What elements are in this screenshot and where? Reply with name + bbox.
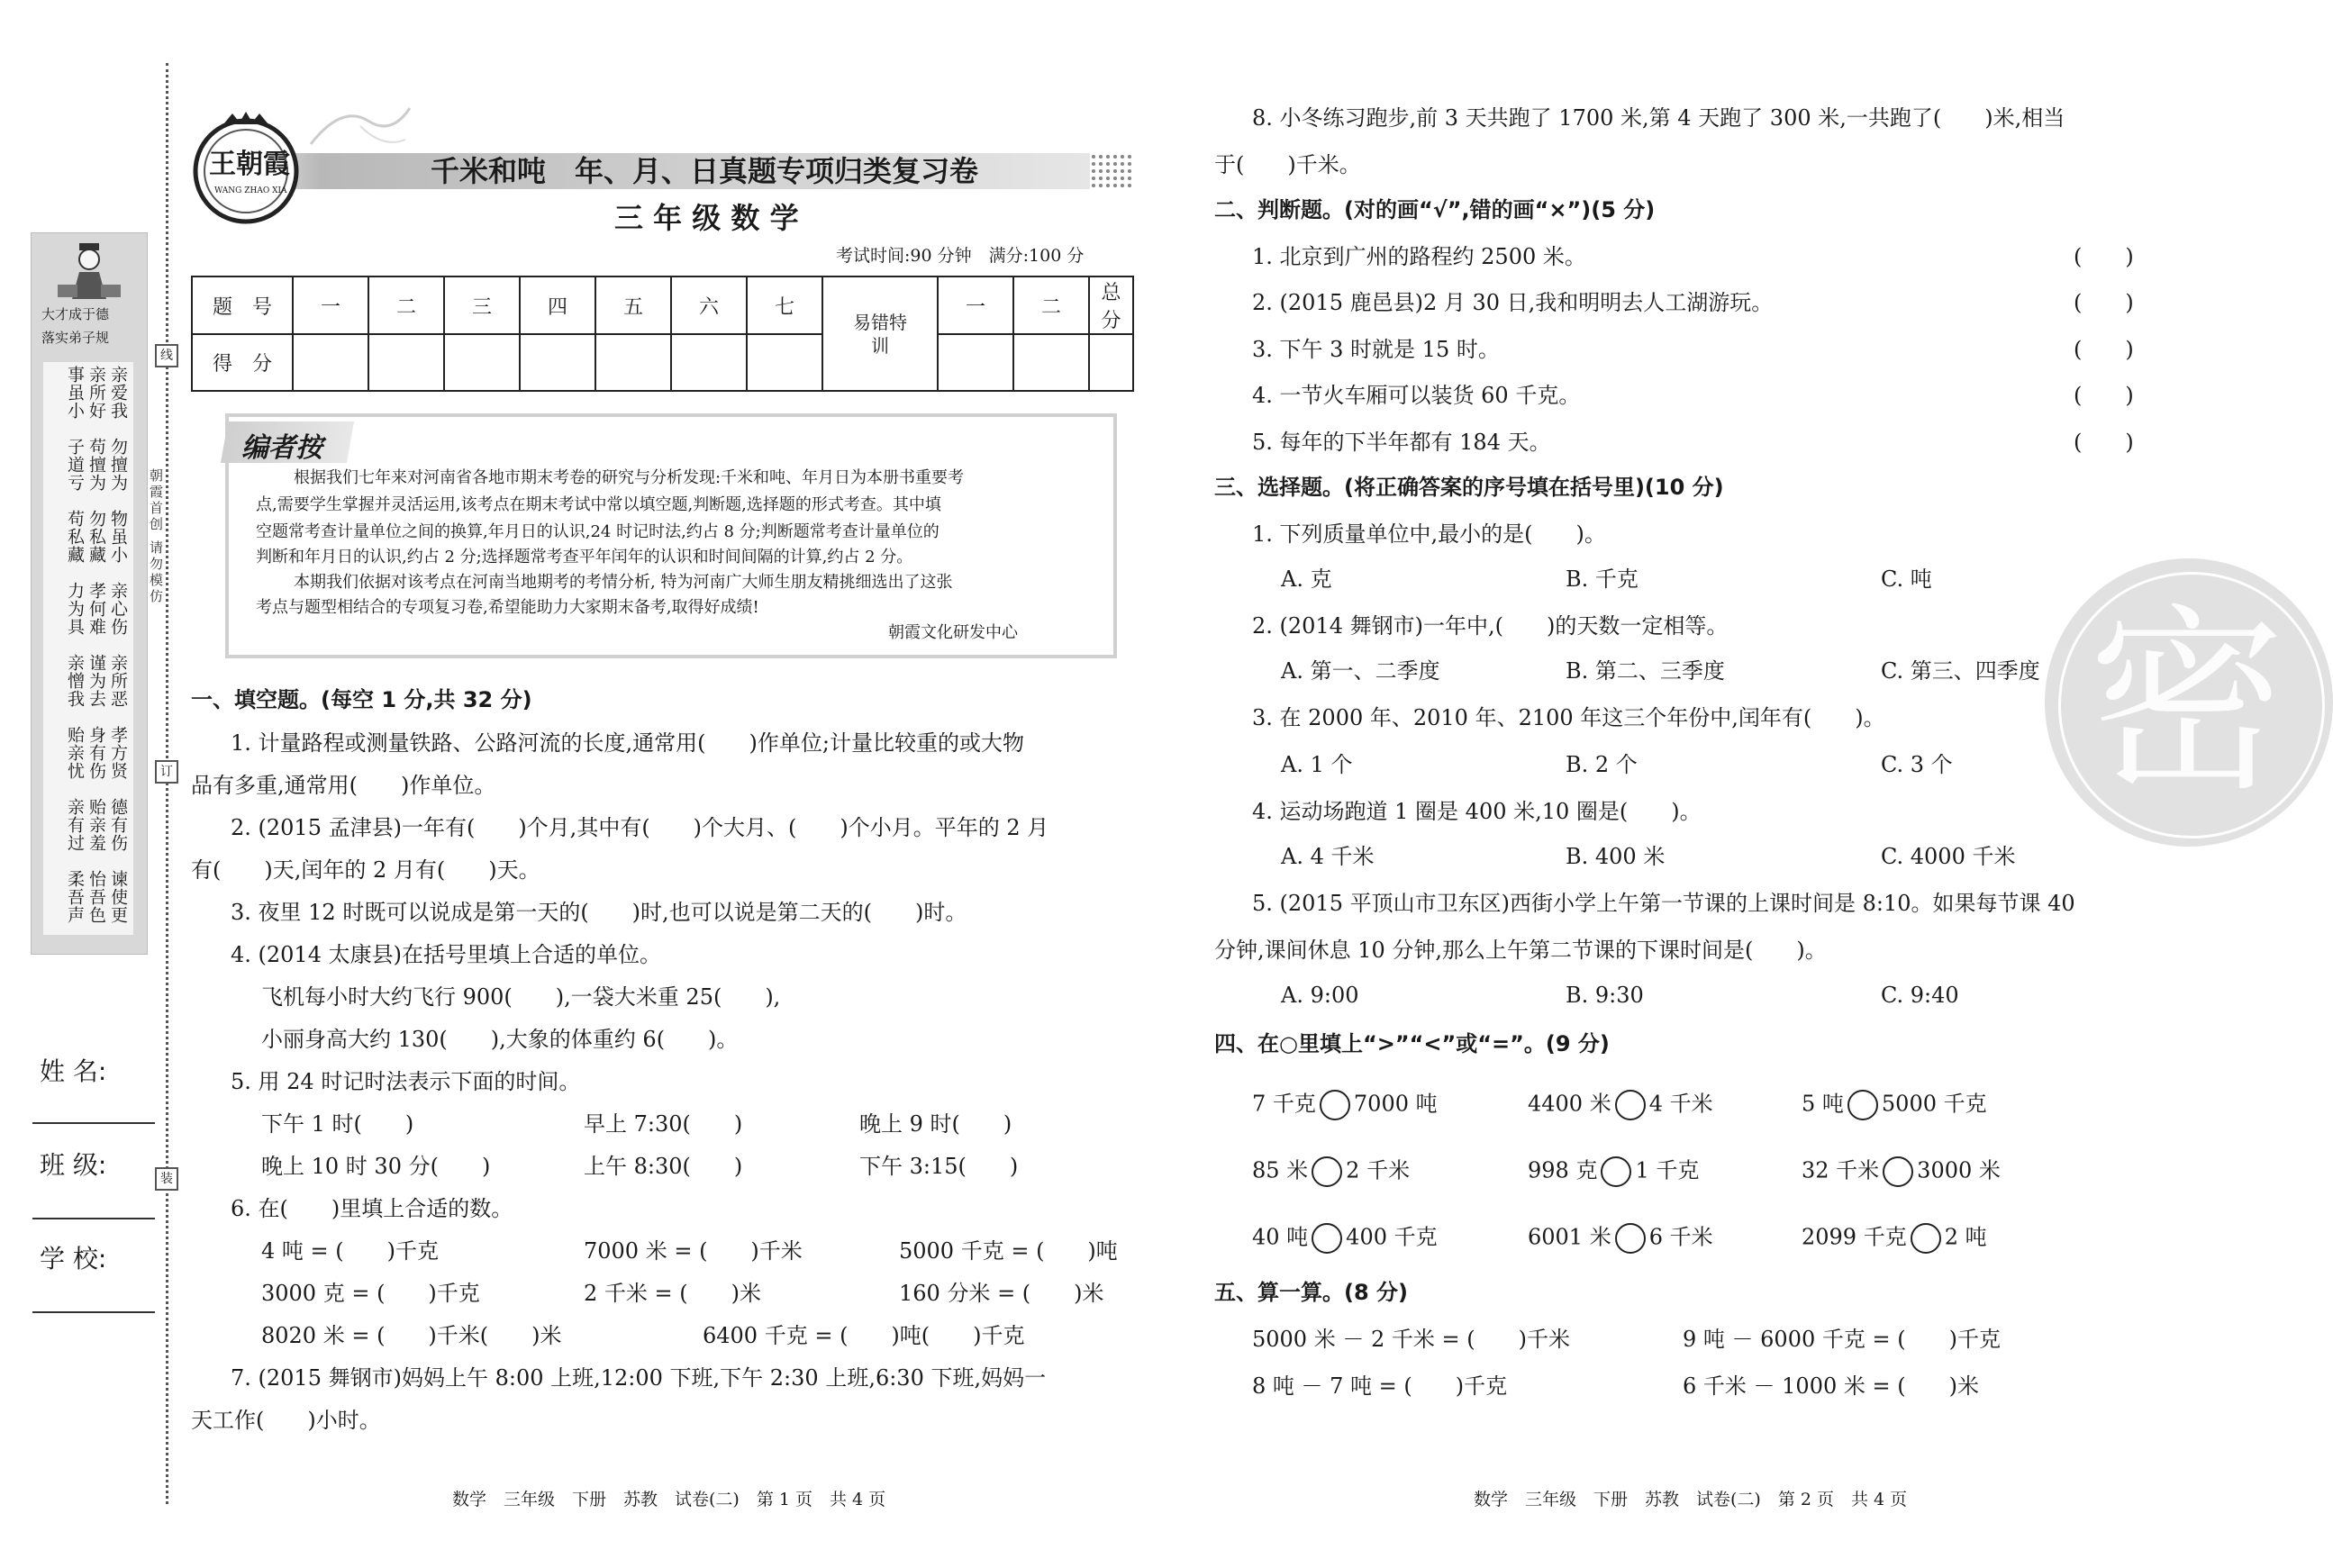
score-header: 四 xyxy=(520,276,595,334)
question-text: 飞机每小时大约飞行 900( ),一袋大米重 25( ), xyxy=(261,984,781,1010)
maxim-column: 亲心伤 xyxy=(108,582,128,636)
class-label: 班 级: xyxy=(40,1150,107,1180)
choice-question: 3. 在 2000 年、2010 年、2100 年这三个年份中,闰年有( )。 xyxy=(1252,705,1885,730)
maxim-header-2: 落实弟子规 xyxy=(41,330,110,346)
ribbon-decoration xyxy=(306,99,414,153)
calc-item: 5000 米 － 2 千米 = ( )千米 xyxy=(1252,1327,1570,1352)
conversion-item: 5000 千克 = ( )吨 xyxy=(899,1238,1118,1264)
choice-option[interactable]: A. 1 个 xyxy=(1281,752,1353,777)
compare-item: 7 千克 7000 吨 xyxy=(1252,1090,1438,1120)
paper-subtitle: 三 年 级 数 学 xyxy=(614,201,799,235)
score-header: 五 xyxy=(595,276,671,334)
binding-line xyxy=(166,63,168,1504)
conversion-item: 160 分米 = ( )米 xyxy=(899,1281,1104,1306)
answer-bracket[interactable]: ( ) xyxy=(2074,244,2134,269)
maxim-column: 勿私藏 xyxy=(86,510,106,564)
compare-circle[interactable] xyxy=(1847,1090,1878,1120)
section1-heading: 一、填空题。(每空 1 分,共 32 分) xyxy=(191,687,532,712)
score-cell[interactable] xyxy=(444,334,520,391)
scholar-illustration xyxy=(45,240,132,303)
score-cell[interactable] xyxy=(671,334,747,391)
question-text: 有( )天,闰年的 2 月有( )天。 xyxy=(191,857,540,883)
choice-option[interactable]: C. 4000 千米 xyxy=(1881,844,2016,869)
question-text: 8. 小冬练习跑步,前 3 天共跑了 1700 米,第 4 天跑了 300 米,一共跑了( )米,相当 xyxy=(1252,105,2065,131)
maxim-column: 苟私藏 xyxy=(65,510,85,564)
compare-circle[interactable] xyxy=(1615,1223,1646,1254)
editor-note-line: 根据我们七年来对河南省各地市期末考卷的研究与分析发现:千米和吨、年月日为本册书重要考 xyxy=(294,468,965,487)
choice-option[interactable]: B. 400 米 xyxy=(1566,844,1666,869)
choice-option[interactable]: A. 克 xyxy=(1281,566,1332,592)
score-cell[interactable] xyxy=(938,334,1013,391)
question-text: 小丽身高大约 130( ),大象的体重约 6( )。 xyxy=(261,1027,739,1052)
maxim-header-1: 大才成于德 xyxy=(41,306,110,322)
score-header: 一 xyxy=(938,276,1013,334)
compare-item: 85 米 2 千米 xyxy=(1252,1156,1410,1187)
choice-option[interactable]: C. 3 个 xyxy=(1881,752,1953,777)
maxim-column: 贻亲羞 xyxy=(86,798,106,852)
choice-option[interactable]: B. 千克 xyxy=(1566,566,1639,592)
compare-circle[interactable] xyxy=(1312,1156,1342,1187)
conversion-item: 4 吨 = ( )千克 xyxy=(261,1238,439,1264)
logo-subtext: WANG ZHAO XIA xyxy=(214,186,287,195)
score-cell[interactable] xyxy=(368,334,444,391)
choice-option[interactable]: A. 4 千米 xyxy=(1281,844,1375,869)
compare-circle[interactable] xyxy=(1320,1090,1350,1120)
title-dots xyxy=(1090,153,1135,189)
choice-option[interactable]: C. 第三、四季度 xyxy=(1881,658,2040,684)
time-item: 下午 1 时( ) xyxy=(261,1111,414,1137)
choice-option[interactable]: C. 9:40 xyxy=(1881,983,1959,1008)
judge-item: 5. 每年的下半年都有 184 天。 xyxy=(1252,430,1551,455)
watermark-character: 密 xyxy=(2088,587,2287,818)
editor-note-title: 编者按 xyxy=(241,432,322,464)
binding-seal: 线 xyxy=(155,344,178,367)
compare-circle[interactable] xyxy=(1312,1223,1342,1254)
compare-item: 6001 米 6 千米 xyxy=(1528,1223,1713,1254)
school-label: 学 校: xyxy=(40,1244,107,1273)
choice-question: 4. 运动场跑道 1 圈是 400 米,10 圈是( )。 xyxy=(1252,799,1702,824)
choice-question: 分钟,课间休息 10 分钟,那么上午第二节课的下课时间是( )。 xyxy=(1214,938,1827,963)
maxim-column: 亲所好 xyxy=(86,366,106,420)
conversion-item: 2 千米 = ( )米 xyxy=(584,1281,761,1306)
choice-option[interactable]: B. 第二、三季度 xyxy=(1566,658,1725,684)
binding-seal: 订 xyxy=(155,760,178,784)
school-field[interactable] xyxy=(32,1311,155,1313)
score-cell[interactable] xyxy=(1013,334,1089,391)
conversion-item: 6400 千克 = ( )吨( )千克 xyxy=(703,1323,1025,1348)
compare-item: 2099 千克 2 吨 xyxy=(1802,1223,1987,1254)
maxim-column: 孝方贤 xyxy=(108,726,128,780)
choice-option[interactable]: A. 第一、二季度 xyxy=(1281,658,1440,684)
time-item: 上午 8:30( ) xyxy=(584,1154,743,1179)
page-footer-left: 数学 三年级 下册 苏教 试卷(二) 第 1 页 共 4 页 xyxy=(452,1490,886,1509)
editor-note-line: 空题常考查计量单位之间的换算,年月日的认识,24 时记时法,约占 8 分;判断题常考查计量单位的 xyxy=(256,522,940,541)
judge-item: 3. 下午 3 时就是 15 时。 xyxy=(1252,337,1500,362)
judge-item: 2. (2015 鹿邑县)2 月 30 日,我和明明去人工湖游玩。 xyxy=(1252,290,1774,315)
class-field[interactable] xyxy=(32,1218,155,1219)
compare-item: 4400 米 4 千米 xyxy=(1528,1090,1713,1120)
score-table xyxy=(191,276,1141,392)
editor-note-line: 考点与题型相结合的专项复习卷,希望能助力大家期末备考,取得好成绩! xyxy=(256,598,759,617)
section4-heading: 四、在○里填上“>”“<”或“=”。(9 分) xyxy=(1214,1031,1610,1056)
compare-item: 40 吨 400 千克 xyxy=(1252,1223,1438,1254)
answer-bracket[interactable]: ( ) xyxy=(2074,383,2134,408)
maxim-column: 亲爱我 xyxy=(108,366,128,420)
maxim-column: 子道亏 xyxy=(65,438,85,492)
score-header: 题 号 xyxy=(192,276,293,334)
score-row-label: 得 分 xyxy=(192,334,293,391)
conversion-item: 7000 米 = ( )千米 xyxy=(584,1238,803,1264)
maxim-column: 亲有过 xyxy=(65,798,85,852)
special-training-label: 易错特训 xyxy=(822,276,938,391)
score-header: 六 xyxy=(671,276,747,334)
question-text: 7. (2015 舞钢市)妈妈上午 8:00 上班,12:00 下班,下午 2:30 上班,6:30 下班,妈妈一 xyxy=(231,1365,1047,1391)
judge-item: 4. 一节火车厢可以装货 60 千克。 xyxy=(1252,383,1581,408)
score-header: 二 xyxy=(1013,276,1089,334)
exam-info: 考试时间:90 分钟 满分:100 分 xyxy=(836,246,1085,266)
score-cell[interactable] xyxy=(520,334,595,391)
maxim-column: 怡吾色 xyxy=(86,870,106,924)
time-item: 下午 3:15( ) xyxy=(859,1154,1019,1179)
calc-item: 9 吨 － 6000 千克 = ( )千克 xyxy=(1683,1327,2001,1352)
choice-option[interactable]: B. 2 个 xyxy=(1566,752,1638,777)
compare-item: 32 千米 3000 米 xyxy=(1802,1156,2001,1187)
question-text: 品有多重,通常用( )作单位。 xyxy=(191,773,496,798)
maxim-column: 谨为去 xyxy=(86,654,106,708)
compare-circle[interactable] xyxy=(1601,1156,1631,1187)
compare-circle[interactable] xyxy=(1883,1156,1913,1187)
editor-note-line: 判断和年月日的认识,约占 2 分;选择题常考查平年闰年的认识和时间间隔的计算,约占 2 分。 xyxy=(256,548,913,566)
maxim-column: 物虽小 xyxy=(108,510,128,564)
question-text: 5. 用 24 时记时法表示下面的时间。 xyxy=(231,1069,581,1094)
score-header: 一 xyxy=(293,276,368,334)
question-text: 3. 夜里 12 时既可以说成是第一天的( )时,也可以说是第二天的( )时。 xyxy=(231,900,967,925)
maxim-column: 孝何难 xyxy=(86,582,106,636)
maxim-column: 苟擅为 xyxy=(86,438,106,492)
calc-item: 8 吨 － 7 吨 = ( )千克 xyxy=(1252,1373,1508,1399)
score-cell[interactable] xyxy=(1089,334,1133,391)
score-header: 二 xyxy=(368,276,444,334)
time-item: 早上 7:30( ) xyxy=(584,1111,743,1137)
maxim-column: 亲所恶 xyxy=(108,654,128,708)
maxim-column: 身有伤 xyxy=(86,726,106,780)
editor-note-line: 本期我们依据对该考点在河南当地期考的考情分析, 特为河南广大师生朋友精挑细选出了这张 xyxy=(294,573,953,592)
maxim-column: 谏使更 xyxy=(108,870,128,924)
choice-question: 1. 下列质量单位中,最小的是( )。 xyxy=(1252,521,1606,547)
choice-question: 2. (2014 舞钢市)一年中,( )的天数一定相等。 xyxy=(1252,613,1729,639)
answer-bracket[interactable]: ( ) xyxy=(2074,337,2134,362)
answer-bracket[interactable]: ( ) xyxy=(2074,290,2134,315)
score-cell[interactable] xyxy=(293,334,368,391)
choice-option[interactable]: C. 吨 xyxy=(1881,566,1932,592)
paper-title: 千米和吨 年、月、日真题专项归类复习卷 xyxy=(431,154,979,188)
maxim-column: 事虽小 xyxy=(65,366,85,420)
section5-heading: 五、算一算。(8 分) xyxy=(1214,1280,1408,1305)
compare-item: 998 克 1 千克 xyxy=(1528,1156,1699,1187)
maxim-column: 柔吾声 xyxy=(65,870,85,924)
conversion-item: 8020 米 = ( )千米( )米 xyxy=(261,1323,562,1348)
copyright-note: 朝霞首创 请勿模仿 xyxy=(148,468,164,605)
time-item: 晚上 10 时 30 分( ) xyxy=(261,1154,491,1179)
name-label: 姓 名: xyxy=(40,1056,107,1086)
calc-item: 6 千米 － 1000 米 = ( )米 xyxy=(1683,1373,1979,1399)
binding-seal: 装 xyxy=(155,1167,178,1191)
score-header: 总 分 xyxy=(1089,276,1133,334)
page-footer-right: 数学 三年级 下册 苏教 试卷(二) 第 2 页 共 4 页 xyxy=(1474,1490,1908,1509)
choice-option[interactable]: A. 9:00 xyxy=(1281,983,1359,1008)
maxim-column: 德有伤 xyxy=(108,798,128,852)
compare-circle[interactable] xyxy=(1911,1223,1941,1254)
maxim-column: 贻亲忧 xyxy=(65,726,85,780)
score-cell[interactable] xyxy=(747,334,822,391)
maxim-column: 亲憎我 xyxy=(65,654,85,708)
section2-heading: 二、判断题。(对的画“√”,错的画“×”)(5 分) xyxy=(1214,197,1656,222)
time-item: 晚上 9 时( ) xyxy=(859,1111,1012,1137)
compare-item: 5 吨 5000 千克 xyxy=(1802,1090,1987,1120)
question-text: 2. (2015 孟津县)一年有( )个月,其中有( )个大月、( )个小月。平年的 2 月 xyxy=(231,815,1049,840)
choice-option[interactable]: B. 9:30 xyxy=(1566,983,1644,1008)
maxim-column: 力为具 xyxy=(65,582,85,636)
editor-note-signature: 朝霞文化研发中心 xyxy=(888,623,1018,642)
question-text: 4. (2014 太康县)在括号里填上合适的单位。 xyxy=(231,942,661,967)
question-text: 天工作( )小时。 xyxy=(191,1408,381,1433)
section3-heading: 三、选择题。(将正确答案的序号填在括号里)(10 分) xyxy=(1214,475,1724,500)
conversion-item: 3000 克 = ( )千克 xyxy=(261,1281,480,1306)
score-header: 三 xyxy=(444,276,520,334)
question-text: 6. 在( )里填上合适的数。 xyxy=(231,1196,513,1221)
editor-note-line: 点,需要学生掌握并灵活运用,该考点在期末考试中常以填空题,判断题,选择题的形式考查。其中填 xyxy=(256,495,941,514)
answer-bracket[interactable]: ( ) xyxy=(2074,430,2134,455)
choice-question: 5. (2015 平顶山市卫东区)西街小学上午第一节课的上课时间是 8:10。如果每节课 40 xyxy=(1252,891,2075,916)
score-header: 七 xyxy=(747,276,822,334)
score-cell[interactable] xyxy=(595,334,671,391)
question-text: 于( )千米。 xyxy=(1214,152,1361,177)
compare-circle[interactable] xyxy=(1615,1090,1646,1120)
logo-text: 王朝霞 xyxy=(209,149,290,180)
maxim-column: 勿擅为 xyxy=(108,438,128,492)
question-text: 1. 计量路程或测量铁路、公路河流的长度,通常用( )作单位;计量比较重的或大物 xyxy=(231,730,1024,756)
judge-item: 1. 北京到广州的路程约 2500 米。 xyxy=(1252,244,1586,269)
name-field[interactable] xyxy=(32,1122,155,1124)
